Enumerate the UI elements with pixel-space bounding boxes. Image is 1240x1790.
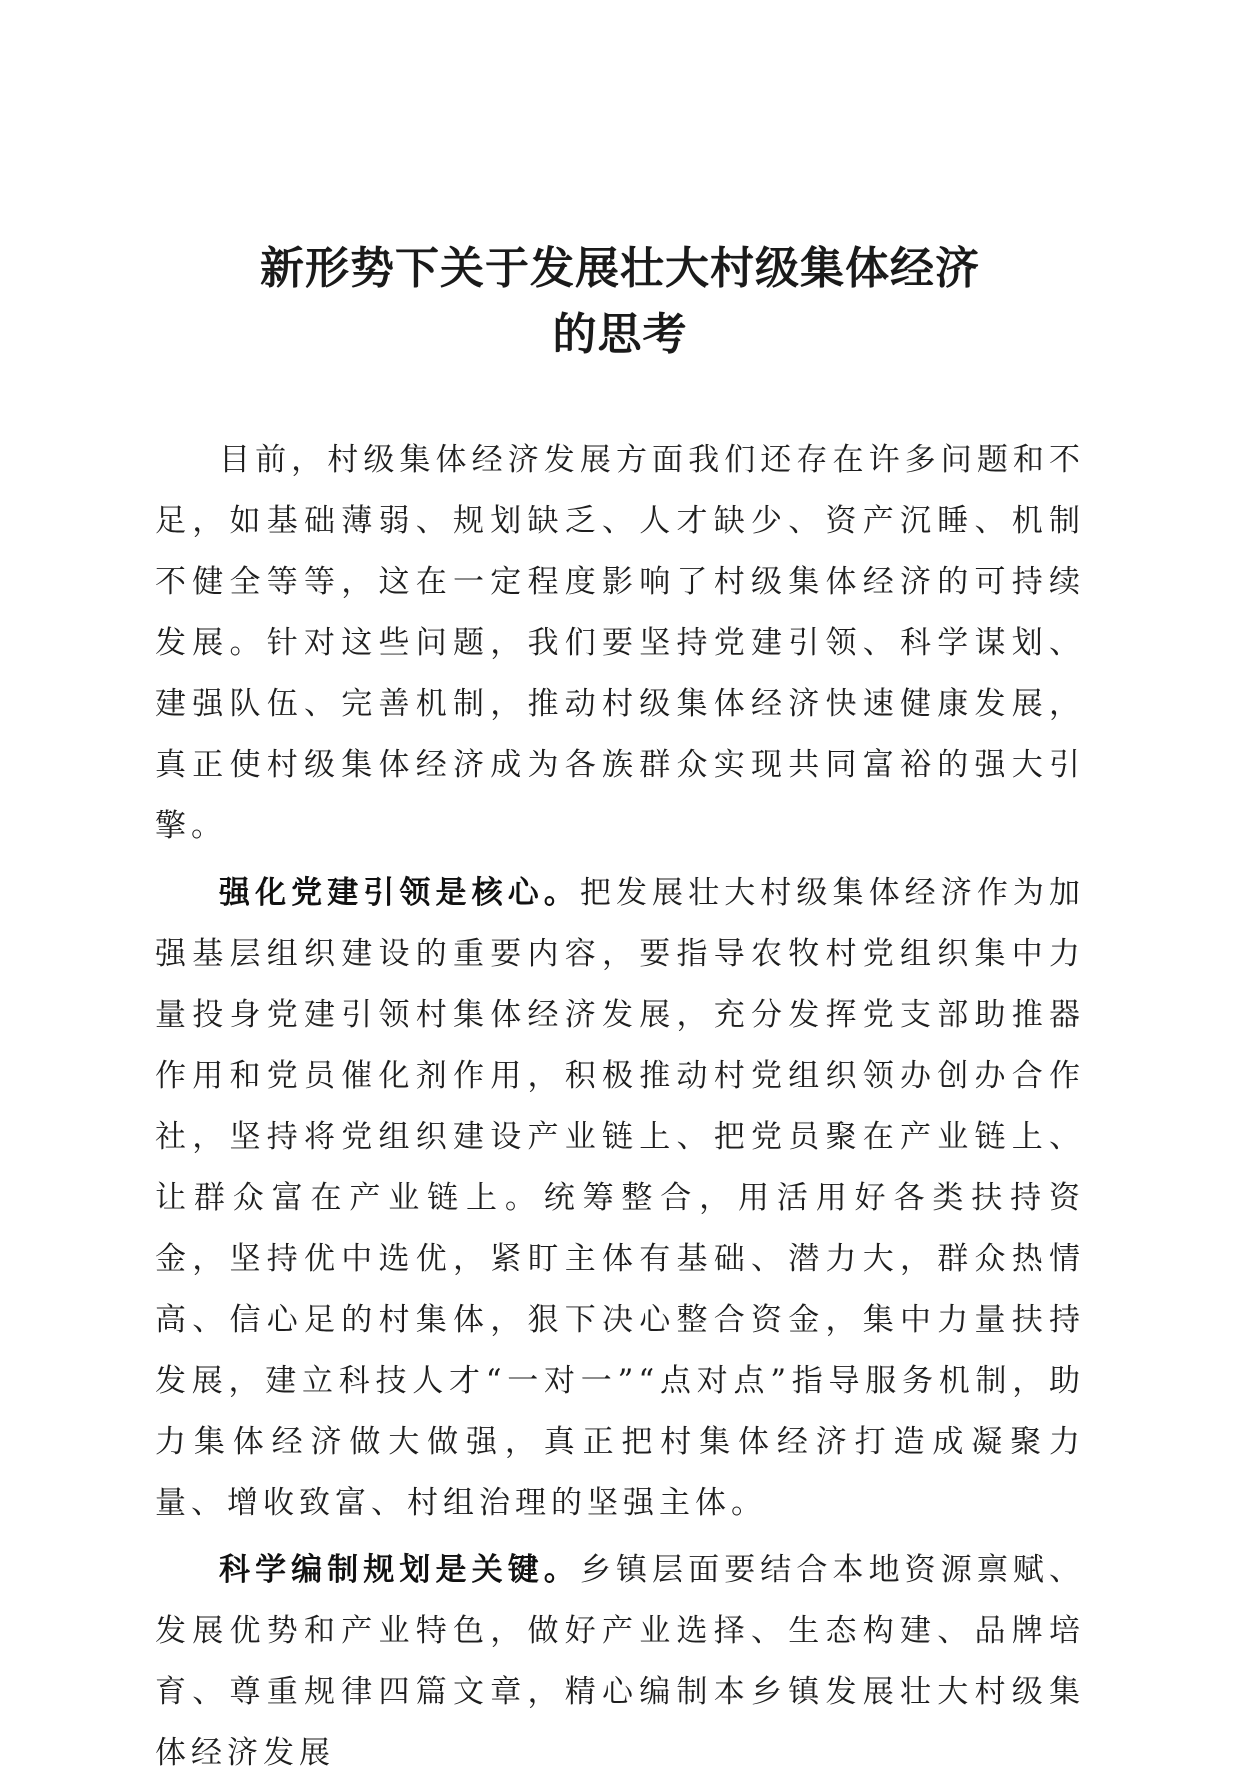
paragraph-intro: [155, 430, 1085, 857]
paragraph-party-leadership: [155, 863, 1085, 1534]
paragraph-heading: 科学编制规划是关键。: [219, 1552, 580, 1588]
paragraph-text: 目前，村级集体经济发展方面我们还存在许多问题和不足，如基础薄弱、规划缺乏、人才缺少、资产沉睡、机制不健全等等，这在一定程度影响了村级集体经济的可持续发展。针对这些问题，我们要坚持党建引领、科学谋划、建强队伍、完善机制，推动村级集体经济快速健康发展，真正使村级集体经济成为各族群众实现共同富裕的强大引擎。: [155, 442, 1085, 844]
paragraph-text: 乡镇层面要结合本地资源禀赋、发展优势和产业特色，做好产业选择、生态构建、品牌培育、尊重规律四篇文章，精心编制本乡镇发展壮大村级集体经济发展: [155, 1552, 1086, 1771]
title-line-1: 新形势下关于发展壮大村级集体经济: [260, 243, 980, 294]
paragraph-planning: [155, 1540, 1085, 1784]
document-title: [150, 236, 1090, 368]
paragraph-heading: 强化党建引领是核心。: [219, 875, 580, 911]
title-line-2: 的思考: [552, 309, 688, 360]
paragraph-text: 把发展壮大村级集体经济作为加强基层组织建设的重要内容，要指导农牧村党组织集中力量投身党建引领村集体经济发展，充分发挥党支部助推器作用和党员催化剂作用，积极推动村党组织领办创办合作社，坚持将党组织建设产业链上、把党员聚在产业链上、让群众富在产业链上。统筹整合，用活用好各类扶持资金，坚持优中选优，紧盯主体有基础、潜力大，群众热情高、信心足的村集体，狠下决心整合资金，集中力量扶持发展，建立科技人才“一对一”“点对点”指导服务机制，助力集体经济做大做强，真正把村集体经济打造成凝聚力量、增收致富、村组治理的坚强主体。: [155, 875, 1086, 1521]
document-body: [155, 430, 1085, 1790]
